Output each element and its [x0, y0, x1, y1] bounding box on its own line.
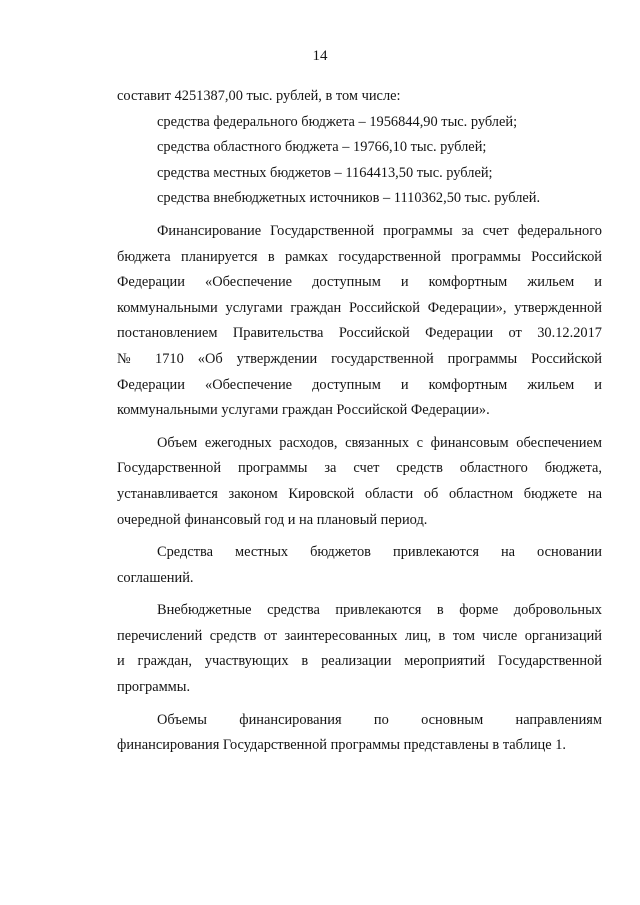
text-line: коммунальными услугами граждан Российской Федерации».	[117, 402, 490, 419]
text-line: Финансирование Государственной программы за счет федерального	[157, 222, 602, 239]
funding-item-regional: средства областного бюджета – 19766,10 тыс. рублей;	[157, 139, 487, 156]
text-line: соглашений.	[117, 569, 194, 586]
text-line: Федерации «Обеспечение доступным и комфортным жильем и	[117, 274, 602, 291]
funding-item-federal: средства федерального бюджета – 1956844,90 тыс. рублей;	[157, 113, 518, 130]
text-line: Государственной программы за счет средств областного бюджета,	[117, 460, 602, 477]
text-line: очередной финансовый год и на плановый период.	[117, 511, 428, 528]
text-line: бюджета планируется в рамках государственной программы Российской	[117, 248, 602, 265]
text-line: программы.	[117, 679, 191, 696]
body-text	[117, 84, 602, 759]
text-line: перечислений средств от заинтересованных лиц, в том числе организаций	[117, 627, 602, 644]
funding-item-extrabudgetary: средства внебюджетных источников – 1110362,50 тыс. рублей.	[157, 190, 541, 207]
text-line: № 1710 «Об утверждении государственной программы Российской	[117, 350, 602, 367]
page-number: 14	[312, 48, 328, 64]
text-line: и граждан, участвующих в реализации мероприятий Государственной	[117, 653, 602, 670]
text-line: составит 4251387,00 тыс. рублей, в том числе:	[117, 88, 401, 104]
text-line: Средства местных бюджетов привлекаются на основании	[157, 544, 602, 561]
text-line: Федерации «Обеспечение доступным и комфортным жильем и	[117, 376, 602, 393]
text-line: устанавливается законом Кировской области об областном бюджете на	[117, 485, 602, 502]
text-line: Объем ежегодных расходов, связанных с финансовым обеспечением	[157, 434, 602, 451]
funding-item-local: средства местных бюджетов – 1164413,50 тыс. рублей;	[157, 164, 493, 181]
text-line: коммунальными услугами граждан Российской Федерации», утвержденной	[117, 299, 602, 316]
text-line: Объемы финансирования по основным направлениям	[157, 711, 602, 728]
text-line: постановлением Правительства Российской Федерации от 30.12.2017	[117, 325, 602, 342]
text-line: Внебюджетные средства привлекаются в форме добровольных	[157, 602, 602, 619]
text-line: финансирования Государственной программы представлены в таблице 1.	[117, 737, 566, 754]
